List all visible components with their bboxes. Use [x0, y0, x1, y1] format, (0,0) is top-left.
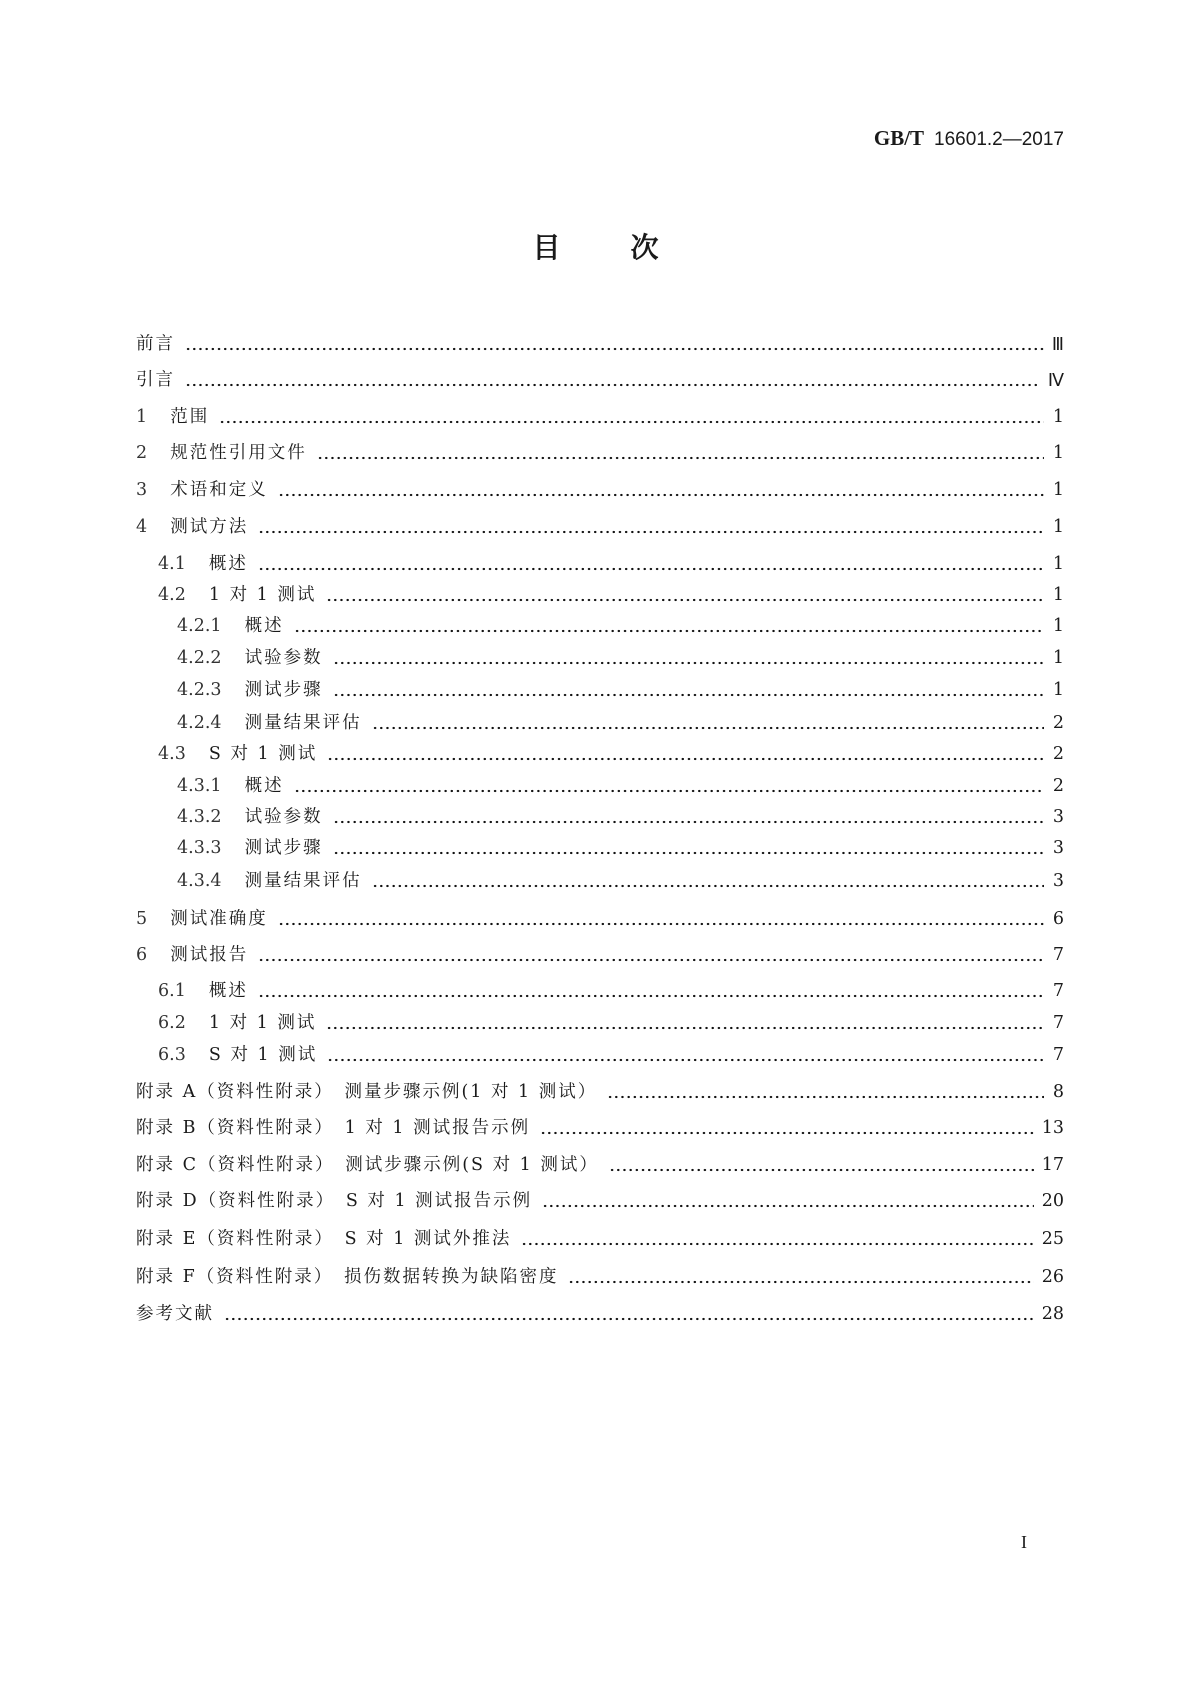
toc-entry-label: 概述 [244, 616, 284, 636]
dot-leader [326, 582, 1044, 608]
toc-entry-page: Ⅲ [1051, 334, 1064, 354]
dot-leader [294, 613, 1044, 639]
toc-entry-label: 1 对 1 测试 [208, 585, 317, 605]
toc-entry-label: 术语和定义 [170, 480, 268, 500]
toc-entry-number: 4.1 [158, 554, 186, 574]
dot-leader [219, 404, 1044, 430]
dot-leader [372, 710, 1044, 736]
dot-leader [258, 551, 1044, 577]
toc-entry-page: Ⅳ [1047, 370, 1064, 390]
toc-entry[interactable] [136, 1188, 1064, 1214]
dot-leader [333, 645, 1044, 671]
toc-entry-label: 概述 [208, 981, 248, 1001]
standard-code [874, 126, 1064, 151]
toc-entry[interactable] [158, 741, 1064, 767]
toc-entry-number: 4.2 [158, 585, 186, 605]
dot-leader [521, 1226, 1033, 1252]
toc-entry-number: 6 [136, 945, 148, 965]
toc-entry-number: 4.3.1 [177, 776, 222, 796]
toc-entry[interactable] [177, 710, 1064, 736]
toc-entry-page: 28 [1041, 1304, 1064, 1324]
toc-entry[interactable] [177, 677, 1064, 703]
toc-entry[interactable] [158, 551, 1064, 577]
toc-entry-page: 1 [1052, 517, 1064, 537]
toc-entry-page: 2 [1052, 744, 1064, 764]
toc-entry-number: 4.3.3 [177, 838, 222, 858]
standard-prefix: GB/T [873, 126, 925, 150]
toc-entry-label: 范围 [170, 407, 210, 427]
toc-entry[interactable] [136, 1152, 1064, 1178]
toc-entry[interactable] [136, 331, 1064, 357]
toc-entry-page: 20 [1041, 1191, 1064, 1211]
toc-entry-page: 2 [1052, 713, 1064, 733]
toc-entry[interactable] [177, 773, 1064, 799]
dot-leader [333, 677, 1044, 703]
toc-entry-number: 6.2 [158, 1013, 186, 1033]
toc-entry-label: 测试步骤 [244, 838, 323, 858]
toc-entry-page: 1 [1052, 648, 1064, 668]
dot-leader [294, 773, 1044, 799]
toc-entry-label: 概述 [244, 776, 284, 796]
toc-entry[interactable] [136, 906, 1064, 932]
toc-entry-number: 6.3 [158, 1045, 186, 1065]
title-char-1: 目 [532, 231, 561, 264]
toc-entry-number: 4.3.2 [177, 807, 222, 827]
dot-leader [258, 942, 1044, 968]
toc-entry-label: 附录 F（资料性附录） 损伤数据转换为缺陷密度 [136, 1267, 559, 1287]
toc-entry-label: 测试步骤 [244, 680, 323, 700]
dot-leader [326, 1010, 1044, 1036]
toc-entry-page: 1 [1052, 616, 1064, 636]
toc-entry-page: 7 [1052, 1013, 1064, 1033]
toc-entry[interactable] [177, 804, 1064, 830]
toc-entry-label: 试验参数 [244, 807, 323, 827]
toc-entry-label: 前言 [136, 334, 175, 354]
toc-entry-number: 4.3 [158, 744, 186, 764]
toc-entry-label: 附录 A（资料性附录） 测量步骤示例(1 对 1 测试） [136, 1082, 598, 1102]
dot-leader [333, 804, 1044, 830]
toc-entry-label: 测试报告 [170, 945, 249, 965]
toc-entry-number: 4 [136, 517, 148, 537]
toc-entry-label: 规范性引用文件 [170, 443, 307, 463]
toc-entry-page: 1 [1052, 680, 1064, 700]
dot-leader [542, 1188, 1034, 1214]
toc-entry-number: 3 [136, 480, 148, 500]
dot-leader [327, 1042, 1044, 1068]
toc-entry-label: 测试方法 [170, 517, 249, 537]
dot-leader [609, 1152, 1034, 1178]
toc-entry-page: 1 [1052, 407, 1064, 427]
toc-entry-label: 概述 [208, 554, 248, 574]
toc-entry-label: 附录 B（资料性附录） 1 对 1 测试报告示例 [136, 1118, 531, 1138]
toc-entry[interactable] [136, 477, 1064, 503]
toc-entry-page: 17 [1041, 1155, 1064, 1175]
dot-leader [317, 440, 1044, 466]
dot-leader [607, 1079, 1044, 1105]
toc-entry-page: 3 [1052, 871, 1064, 891]
toc-entry-number: 5 [136, 909, 148, 929]
toc-entry-number: 1 [136, 407, 148, 427]
toc-entry-number: 4.2.1 [177, 616, 222, 636]
toc-entry-label: 附录 E（资料性附录） S 对 1 测试外推法 [136, 1229, 512, 1249]
toc-entry-label: 1 对 1 测试 [208, 1013, 317, 1033]
toc-entry-number: 4.2.3 [177, 680, 222, 700]
toc-entry[interactable] [136, 1226, 1064, 1252]
title-char-2: 次 [630, 231, 659, 264]
toc-entry[interactable] [136, 440, 1064, 466]
toc-entry[interactable] [136, 942, 1064, 968]
toc-entry[interactable] [177, 613, 1064, 639]
toc-entry[interactable] [136, 404, 1064, 430]
standard-number: 16601.2—2017 [934, 129, 1064, 150]
toc-entry-page: 1 [1052, 443, 1064, 463]
toc-entry-page: 25 [1041, 1229, 1064, 1249]
toc-entry-label: 引言 [136, 370, 175, 390]
dot-leader [540, 1115, 1034, 1141]
dot-leader [327, 741, 1044, 767]
toc-entry[interactable] [158, 978, 1064, 1004]
toc-entry-label: 测试准确度 [170, 909, 268, 929]
toc-entry-page: 3 [1052, 838, 1064, 858]
toc-entry[interactable] [158, 582, 1064, 608]
dot-leader [568, 1264, 1033, 1290]
toc-entry-page: 1 [1052, 480, 1064, 500]
dot-leader [258, 514, 1044, 540]
toc-entry[interactable] [158, 1010, 1064, 1036]
dot-leader [278, 906, 1044, 932]
toc-entry-page: 13 [1041, 1118, 1064, 1138]
dot-leader [278, 477, 1044, 503]
dot-leader [185, 367, 1040, 393]
toc-entry-number: 4.3.4 [177, 871, 222, 891]
toc-entry-number: 4.2.2 [177, 648, 222, 668]
toc-entry[interactable] [177, 645, 1064, 671]
toc-entry-number: 6.1 [158, 981, 186, 1001]
page-title [0, 226, 1191, 266]
toc-entry-page: 7 [1052, 1045, 1064, 1065]
toc-entry[interactable] [136, 1301, 1064, 1327]
toc-entry-page: 6 [1052, 909, 1064, 929]
toc-entry-page: 1 [1052, 585, 1064, 605]
toc-entry[interactable] [136, 1264, 1064, 1290]
toc-entry-page: 2 [1052, 776, 1064, 796]
toc-entry[interactable] [136, 1115, 1064, 1141]
dot-leader [258, 978, 1044, 1004]
toc-entry-page: 3 [1052, 807, 1064, 827]
toc-entry-page: 26 [1041, 1267, 1064, 1287]
toc-entry-page: 1 [1052, 554, 1064, 574]
toc-entry[interactable] [177, 868, 1064, 894]
toc-entry[interactable] [177, 835, 1064, 861]
toc-entry-label: 附录 C（资料性附录） 测试步骤示例(S 对 1 测试） [136, 1155, 599, 1175]
toc-entry-label: S 对 1 测试 [208, 744, 318, 764]
dot-leader [224, 1301, 1034, 1327]
toc-entry-label: 测量结果评估 [244, 713, 362, 733]
toc-entry[interactable] [136, 514, 1064, 540]
toc-entry-page: 8 [1052, 1082, 1064, 1102]
dot-leader [185, 331, 1044, 357]
toc-entry[interactable] [136, 367, 1064, 393]
page-number: I [1021, 1532, 1027, 1552]
toc-entry-label: S 对 1 测试 [208, 1045, 318, 1065]
toc-entry-page: 7 [1052, 981, 1064, 1001]
toc-entry-label: 参考文献 [136, 1304, 214, 1324]
toc-entry[interactable] [136, 1079, 1064, 1105]
toc-entry-number: 4.2.4 [177, 713, 222, 733]
dot-leader [372, 868, 1044, 894]
dot-leader [333, 835, 1044, 861]
toc-entry-number: 2 [136, 443, 148, 463]
toc-entry-label: 测量结果评估 [244, 871, 362, 891]
toc-entry[interactable] [158, 1042, 1064, 1068]
toc-entry-label: 附录 D（资料性附录） S 对 1 测试报告示例 [136, 1191, 533, 1211]
toc-entry-label: 试验参数 [244, 648, 323, 668]
toc-entry-page: 7 [1052, 945, 1064, 965]
